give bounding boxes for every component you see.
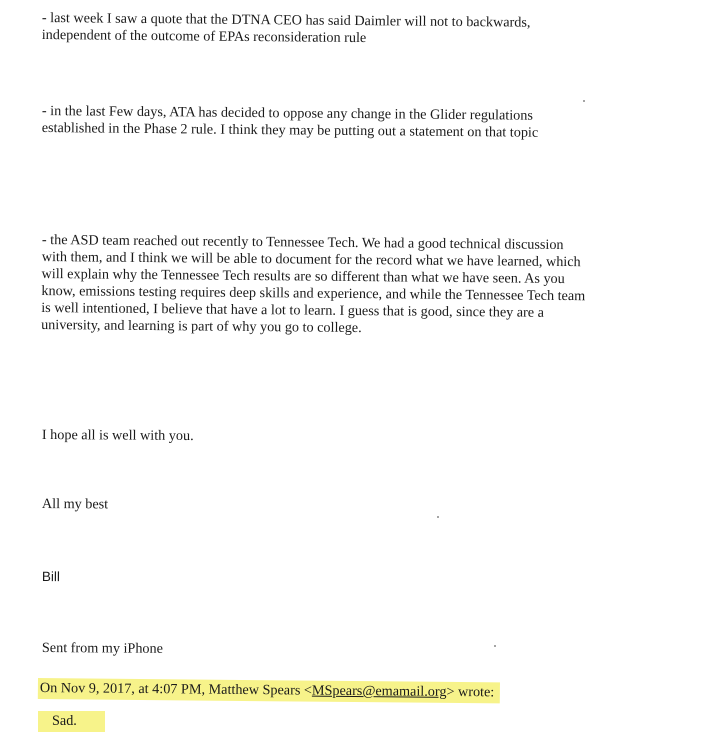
- quoted-reply-body: Sad.: [38, 711, 105, 732]
- paragraph-line: - in the last Few days, ATA has decided to oppose any change in the Glider regulations: [41, 103, 533, 124]
- scan-speck: [437, 516, 439, 518]
- scan-speck: [583, 100, 585, 102]
- quoted-reply-prefix: On Nov 9, 2017, at 4:07 PM, Matthew Spears <: [39, 680, 312, 699]
- paragraph-ata-glider-regulations: [42, 103, 662, 143]
- signature: Bill: [41, 569, 61, 585]
- sender-email-link[interactable]: MSpears@emamail.org: [311, 682, 447, 700]
- paragraph-daimler-ceo-quote: [42, 10, 662, 50]
- paragraph-line: university, and learning is part of why you go to college.: [41, 316, 362, 337]
- paragraph-tennessee-tech: [41, 232, 662, 340]
- paragraph-line: - the ASD team reached out recently to Tennessee Tech. We had a good technical discussion: [41, 232, 564, 254]
- paragraph-line: is well intentioned, I believe that have a lot to learn. I guess that is good, since they are a: [41, 299, 545, 321]
- paragraph-line: established in the Phase 2 rule. I think they may be putting out a statement on that topic: [41, 119, 539, 141]
- scan-speck: [494, 645, 496, 647]
- paragraph-line: will explain why the Tennessee Tech results are so different than what we have seen. As you: [41, 265, 565, 288]
- quoted-reply-header: [38, 678, 501, 703]
- closing-line: I hope all is well with you.: [41, 427, 194, 445]
- sign-off: All my best: [41, 496, 109, 513]
- sent-from-line: Sent from my iPhone: [41, 640, 163, 657]
- paragraph-line: know, emissions testing requires deep skills and experience, and while the Tennessee Tech team: [41, 282, 586, 305]
- quoted-reply-suffix: > wrote:: [446, 683, 495, 701]
- paragraph-line: with them, and I think we will be able to document for the record what we have learned, which: [41, 248, 581, 271]
- paragraph-line: - last week I saw a quote that the DTNA CEO has said Daimler will not to backwards,: [41, 10, 531, 31]
- paragraph-line: independent of the outcome of EPAs reconsideration rule: [41, 26, 367, 47]
